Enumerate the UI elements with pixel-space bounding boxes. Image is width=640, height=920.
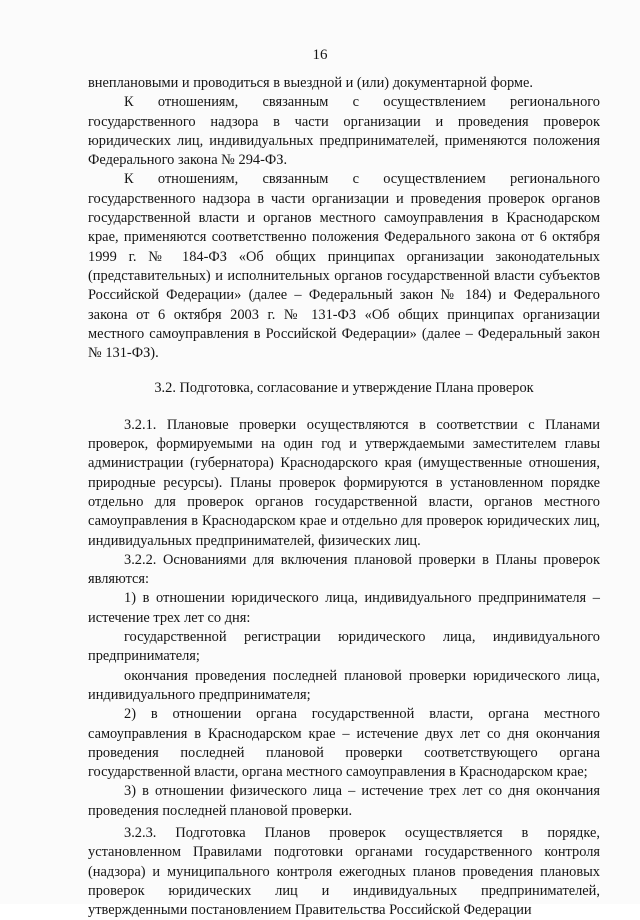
section-heading-3-2: 3.2. Подготовка, согласование и утверждение Плана проверок — [154, 380, 534, 397]
list-item-1-registration: государственной регистрации юридического лица, индивидуального предпринимателя; — [88, 629, 600, 665]
page-number: 16 — [312, 47, 328, 63]
list-item-1: 1) в отношении юридического лица, индивидуального предпринимателя – истечение трех лет со дня: — [88, 590, 600, 626]
paragraph-continuation: внеплановыми и проводиться в выездной и (или) документарной форме. — [88, 75, 534, 91]
paragraph-3-2-3: 3.2.3. Подготовка Планов проверок осуществляется в порядке, установленном Правилами подготовки органами государственного контроля (надзора) и муниципального контроля ежегодных планов проведения плановых проверок юридических лиц и индивидуальных предпринимателей, утвержденными постановлением Правительства Российской Федерации — [88, 824, 600, 919]
paragraph-294fz: К отношениям, связанным с осуществлением регионального государственного надзора в части организации и проведения проверок юридических лиц, индивидуальных предпринимателей, применяются положения Федерального закона № 294-ФЗ. — [88, 94, 600, 169]
document-body — [88, 74, 600, 920]
paragraph-3-2-1: 3.2.1. Плановые проверки осуществляются в соответствии с Планами проверок, формируемыми на один год и утверждаемыми заместителем главы администрации (губернатора) Краснодарского края (имущественные отношения, природные ресурсы). Планы проверок формируются в установленном порядке отдельно для проверок органов государственной власти, органов местного самоуправления в Краснодарском крае и отдельно для проверок юридических лиц, индивидуальных предпринимателей, физических лиц. — [88, 416, 600, 549]
paragraph-184fz-131fz: К отношениям, связанным с осуществлением регионального государственного надзора в части организации и проведения проверок органов государственной власти и органов местного самоуправления в Краснодарском крае, применяются соответственно положения Федерального закона от 6 октября 1999 г. № 184-ФЗ «Об общих принципах организации законодательных (представительных) и исполнительных органов государственной власти субъектов Российской Федерации» (далее – Федеральный закон № 184) и Федерального закона от 6 октября 2003 г. № 131-ФЗ «Об общих принципах организации местного самоуправления в Российской Федерации» (далее – Федеральный закон № 131-ФЗ). — [88, 171, 600, 362]
list-item-2: 2) в отношении органа государственной власти, органа местного самоуправления в Краснодарском крае – истечение двух лет со дня окончания проведения последней плановой проверки соответствующего органа государственной власти, органа местного самоуправления в Краснодарском крае; — [88, 706, 600, 781]
paragraph-3-2-2: 3.2.2. Основаниями для включения плановой проверки в Планы проверок являются: — [88, 551, 600, 588]
list-item-3: 3) в отношении физического лица – истечение трех лет со дня окончания проведения последней плановой проверки. — [88, 783, 600, 819]
list-item-1-last-inspection: окончания проведения последней плановой проверки юридического лица, индивидуального предпринимателя; — [88, 667, 600, 703]
